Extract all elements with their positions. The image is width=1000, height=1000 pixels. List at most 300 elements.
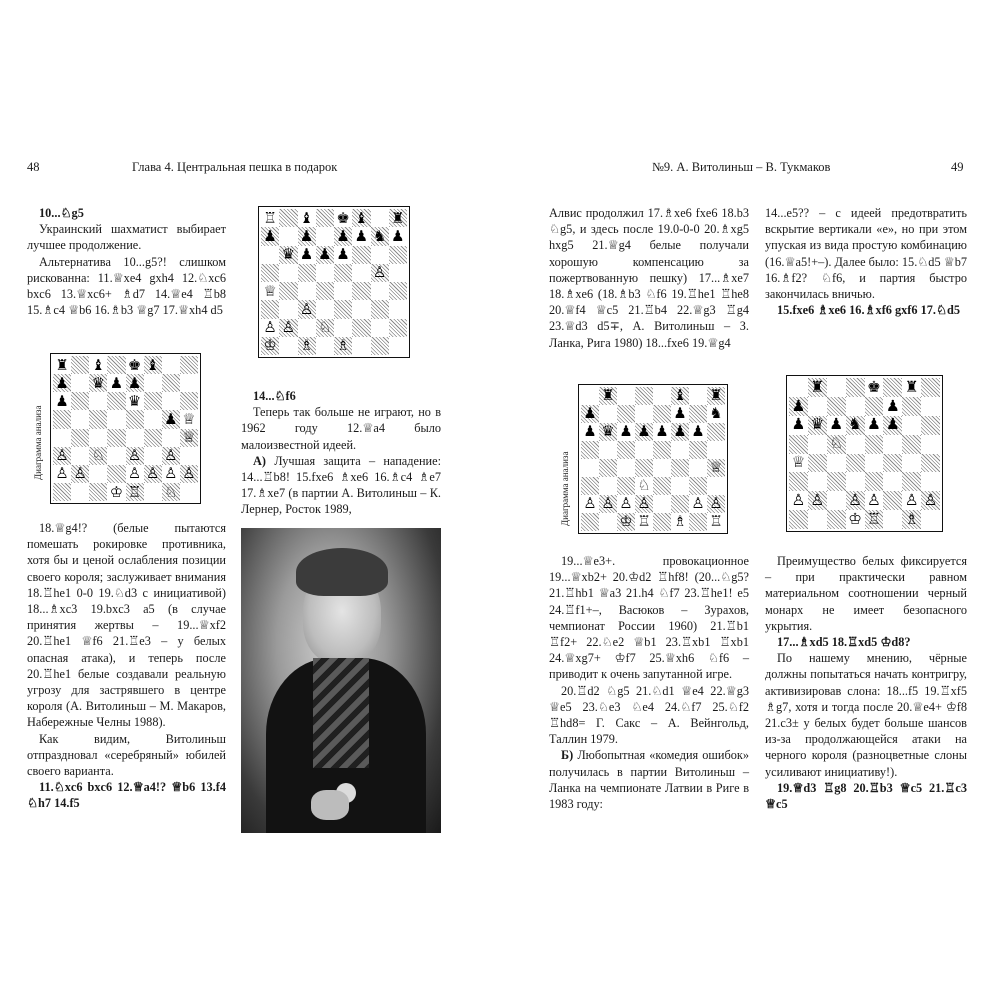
chess-piece: ♟	[655, 422, 669, 440]
board-square	[808, 378, 827, 397]
board-square	[671, 477, 689, 495]
chess-piece: ♗	[299, 336, 314, 355]
paragraph: 18.♕g4!? (белые пытаются помешать рокировке противника, хотя бы и ценой ослабления позиции своего короля; заслуживает внимания 18.♖he1 0-0 19.♘d3 с инициативой) 18...♗xc3 19.bxc3 a5 (в случае принятия жертвы – 19...♕xf2 20.♖he1 ♕f6 21.♖e3 – у белых опасная атака), и теперь после 20.♖he1 белые создавали реальную угрозу для застрявшего в центре короля (А. Витолиньш – М. Макаров, Набережные Челны 1988).	[27, 521, 226, 730]
board-square	[865, 435, 884, 454]
board-square	[789, 397, 808, 416]
board-square	[883, 454, 902, 473]
board-square	[144, 410, 162, 428]
paragraph: Как видим, Витолиньш отпраздновал «серебряный» юбилей своего варианта.	[27, 731, 226, 779]
board-square	[71, 483, 89, 501]
board-square	[180, 410, 198, 428]
chess-piece: ♝	[673, 386, 687, 404]
board-square	[71, 429, 89, 447]
chess-piece: ♟	[127, 373, 142, 392]
board-square	[107, 410, 125, 428]
board-square	[352, 209, 370, 227]
left-column-2	[241, 388, 441, 518]
board-square	[316, 246, 334, 264]
chess-piece: ♘	[637, 476, 651, 494]
chess-piece: ♙	[281, 318, 296, 337]
chess-piece: ♕	[263, 281, 277, 300]
board-square	[371, 209, 389, 227]
board-square	[126, 429, 144, 447]
board-square	[921, 454, 940, 473]
board-square	[653, 441, 671, 459]
board-square	[261, 282, 279, 300]
board-square	[107, 483, 125, 501]
board-square	[581, 387, 599, 405]
board-square	[846, 397, 865, 416]
chess-piece: ♙	[848, 490, 862, 509]
board-square	[279, 337, 297, 355]
board-square	[89, 483, 107, 501]
board-square	[352, 264, 370, 282]
board-square	[144, 356, 162, 374]
chess-piece: ♟	[637, 422, 651, 440]
board-square	[581, 441, 599, 459]
chess-piece: ♝	[146, 355, 160, 374]
board-square	[689, 441, 707, 459]
chess-piece: ♟	[299, 226, 314, 245]
board-square	[581, 423, 599, 441]
board-square	[180, 374, 198, 392]
chess-piece: ♟	[619, 422, 633, 440]
board-square	[144, 374, 162, 392]
board-square	[865, 397, 884, 416]
board-square	[617, 441, 635, 459]
chess-piece: ♟	[867, 415, 881, 434]
board-square	[617, 405, 635, 423]
chess-piece: ♙	[182, 464, 196, 483]
board-square	[316, 319, 334, 337]
board-square	[846, 416, 865, 435]
board-square	[883, 378, 902, 397]
chess-piece: ♟	[791, 415, 806, 434]
board-square	[261, 300, 279, 318]
board-square	[846, 435, 865, 454]
player-photo	[241, 528, 441, 833]
board-square	[653, 477, 671, 495]
board-square	[279, 319, 297, 337]
board-square	[827, 397, 846, 416]
board-square	[180, 483, 198, 501]
chess-piece: ♙	[263, 318, 277, 337]
board-square	[599, 387, 617, 405]
chess-piece: ♟	[336, 245, 350, 264]
chess-piece: ♞	[848, 415, 862, 434]
board-square	[883, 435, 902, 454]
right-column-4-top	[765, 205, 967, 318]
board-square	[827, 416, 846, 435]
board-square	[617, 513, 635, 531]
board-square	[71, 374, 89, 392]
chess-piece: ♕	[182, 428, 196, 447]
board-square	[261, 227, 279, 245]
board-square	[126, 465, 144, 483]
board-square	[846, 454, 865, 473]
board-square	[371, 300, 389, 318]
chess-piece: ♟	[885, 396, 900, 415]
chess-piece: ♕	[709, 458, 723, 476]
board-square	[352, 227, 370, 245]
board-square	[298, 337, 316, 355]
board-square	[902, 454, 921, 473]
board-square	[846, 491, 865, 510]
board-square	[653, 459, 671, 477]
board-square	[298, 300, 316, 318]
board-square	[371, 282, 389, 300]
board-square	[279, 227, 297, 245]
board-square	[352, 300, 370, 318]
board-square	[71, 447, 89, 465]
board-square	[808, 454, 827, 473]
board-square	[599, 441, 617, 459]
board-square	[389, 264, 407, 282]
board-square	[89, 374, 107, 392]
board-square	[316, 337, 334, 355]
chess-piece: ♙	[904, 490, 919, 509]
chess-piece: ♙	[583, 494, 597, 512]
chess-piece: ♙	[127, 464, 142, 483]
chess-piece: ♕	[182, 410, 196, 428]
chess-piece: ♛	[281, 245, 296, 264]
board-square	[707, 495, 725, 513]
board-square	[827, 435, 846, 454]
board-square	[689, 513, 707, 531]
chess-piece: ♙	[164, 464, 178, 483]
board-square	[635, 405, 653, 423]
chess-piece: ♘	[829, 434, 844, 453]
chess-piece: ♙	[73, 464, 87, 483]
chess-piece: ♖	[709, 512, 723, 530]
board-square	[144, 447, 162, 465]
board-square	[617, 387, 635, 405]
paragraph: 20.♖d2 ♘g5 21.♘d1 ♕e4 22.♕g3 ♕e5 23.♘e3 ♘e4 24.♘f7 25.♘f2 ♖hd8= Г. Сакс – А. Вейнгольд, Таллин 1979.	[549, 683, 749, 747]
board-square	[635, 513, 653, 531]
board-square	[653, 495, 671, 513]
move-heading: 14...♘f6	[253, 389, 296, 403]
move-heading: 11.♘xc6 bxc6 12.♕a4!? ♕b6 13.f4 ♘h7 14.f5	[27, 780, 226, 811]
board-square	[883, 397, 902, 416]
board-square	[316, 227, 334, 245]
board-square	[883, 491, 902, 510]
board-square	[53, 392, 71, 410]
board-square	[671, 459, 689, 477]
board-square	[599, 459, 617, 477]
paragraph: Теперь так больше не играют, но в 1962 году 12.♕a4 было малоизвестной идеей.	[241, 405, 441, 452]
board-square	[689, 405, 707, 423]
board-square	[126, 374, 144, 392]
move-heading: 17...♗xd5 18.♖xd5 ♔d8?	[777, 635, 911, 650]
chess-piece: ♛	[810, 415, 825, 434]
chess-piece: ♛	[91, 373, 105, 392]
board-square	[261, 209, 279, 227]
board-square	[671, 495, 689, 513]
board-square	[617, 477, 635, 495]
board-square	[707, 405, 725, 423]
chess-piece: ♟	[691, 422, 705, 440]
board-square	[126, 447, 144, 465]
board-square	[827, 491, 846, 510]
board-square	[921, 510, 940, 529]
board-square	[865, 510, 884, 529]
chess-piece: ♟	[336, 226, 350, 245]
chess-piece: ♛	[127, 391, 142, 410]
board-square	[298, 246, 316, 264]
paragraph: Украинский шахматист выбирает лучшее продолжение.	[27, 222, 226, 253]
chess-piece: ♙	[146, 464, 160, 483]
board-square	[53, 465, 71, 483]
board-square	[89, 447, 107, 465]
board-square	[789, 454, 808, 473]
board-square	[334, 300, 352, 318]
board-square	[180, 356, 198, 374]
board-square	[883, 472, 902, 491]
board-square	[635, 459, 653, 477]
board-square	[707, 441, 725, 459]
board-square	[635, 441, 653, 459]
board-square	[689, 423, 707, 441]
board-square	[261, 337, 279, 355]
board-square	[162, 356, 180, 374]
board-square	[689, 459, 707, 477]
chess-piece: ♙	[709, 494, 723, 512]
board-square	[865, 416, 884, 435]
board-square	[883, 510, 902, 529]
board-square	[389, 337, 407, 355]
board-square	[389, 246, 407, 264]
board-square	[279, 246, 297, 264]
board-square	[883, 416, 902, 435]
board-square	[921, 378, 940, 397]
board-square	[846, 378, 865, 397]
board-square	[334, 209, 352, 227]
board-square	[261, 264, 279, 282]
board-square	[298, 264, 316, 282]
board-square	[107, 447, 125, 465]
chess-piece: ♜	[55, 355, 69, 374]
chess-piece: ♞	[372, 226, 387, 245]
board-square	[261, 246, 279, 264]
paragraph: Преимущество белых фиксируется – при практически равном материальном соотношении черный монарх не имеет безопасного укрытия.	[765, 554, 967, 633]
move-heading: 19.♕d3 ♖g8 20.♖b3 ♕c5 21.♖c3 ♕c5	[765, 780, 967, 812]
board-square	[89, 429, 107, 447]
board-square	[261, 319, 279, 337]
board-square	[902, 378, 921, 397]
board-square	[671, 513, 689, 531]
board-square	[371, 264, 389, 282]
board-square	[865, 491, 884, 510]
board-square	[635, 495, 653, 513]
board-square	[902, 472, 921, 491]
chess-piece: ♙	[637, 494, 651, 512]
board-square	[53, 410, 71, 428]
board-square	[107, 392, 125, 410]
chess-piece: ♙	[372, 263, 387, 282]
chess-piece: ♚	[127, 355, 142, 374]
board-square	[107, 429, 125, 447]
board-square	[671, 441, 689, 459]
board-square	[180, 392, 198, 410]
chess-piece: ♜	[904, 377, 919, 396]
diagram-caption: Диаграмма анализа	[560, 451, 570, 526]
board-square	[635, 423, 653, 441]
board-square	[581, 495, 599, 513]
chess-diagram-analysis-left	[50, 353, 201, 504]
board-square	[371, 246, 389, 264]
board-square	[298, 282, 316, 300]
chess-piece: ♟	[583, 404, 597, 422]
chess-piece: ♟	[299, 245, 314, 264]
board-square	[653, 423, 671, 441]
board-square	[921, 416, 940, 435]
paragraph: Алвис продолжил 17.♗xe6 fxe6 18.b3 ♘g5, и здесь после 19.0-0-0 20.♗xg5 hxg5 21.♕g4 белые получали хорошую компенсацию за пожертвованную пешку) 17...♗xe7 18.♗xe6 (18.♗b3 ♘f6 19.♖he1 ♖he8 20.♕f4 ♕c5 21.♖b4 22.♕g3 ♖g4 23.♕d3 d5∓, А. Витолиньш – З. Ланка, Рига 1980) 18...fxe6 19.♕g4	[549, 206, 749, 350]
board-square	[144, 429, 162, 447]
board-square	[865, 378, 884, 397]
left-column-1-top	[27, 205, 226, 318]
board-square	[789, 435, 808, 454]
board-square	[53, 429, 71, 447]
board-square	[53, 483, 71, 501]
board-square	[599, 405, 617, 423]
board-square	[599, 495, 617, 513]
chess-piece: ♘	[164, 482, 178, 501]
chess-piece: ♚	[867, 377, 881, 396]
board-square	[162, 447, 180, 465]
board-square	[389, 319, 407, 337]
board-square	[921, 435, 940, 454]
board-square	[107, 356, 125, 374]
board-square	[653, 387, 671, 405]
board-square	[689, 387, 707, 405]
chess-piece: ♙	[601, 494, 615, 512]
board-square	[827, 472, 846, 491]
board-square	[689, 477, 707, 495]
board-square	[371, 337, 389, 355]
chess-piece: ♟	[55, 391, 69, 410]
right-column-3-bottom	[549, 553, 749, 812]
paragraph: По нашему мнению, чёрные должны попытаться начать контригру, активизировав слона: 18...f5 19.♖xf5 ♗g7, хотя и тогда после 20.♕e4+ ♔f8 21.c3± у белых будет больше шансов из-за продолжающейся атаки на черного короля (разноцветные слоны усиливают инициативу!).	[765, 651, 967, 779]
chess-piece: ♘	[91, 446, 105, 465]
chess-piece: ♗	[904, 509, 919, 528]
chess-piece: ♟	[354, 226, 369, 245]
paragraph: 14...e5?? – с идеей предотвратить вскрытие вертикали «е», но при этом упуская из вида простую комбинацию (16.♕a5!+–). Далее было: 15.♘d5 ♕b7 16.♗f2? ♘f6, и партия быстро закончилась вничью.	[765, 206, 967, 302]
board-square	[144, 465, 162, 483]
chess-piece: ♙	[810, 490, 825, 509]
chess-piece: ♙	[299, 299, 314, 318]
board-square	[89, 392, 107, 410]
board-square	[902, 416, 921, 435]
board-square	[352, 246, 370, 264]
board-square	[162, 465, 180, 483]
chess-piece: ♗	[673, 512, 687, 530]
board-square	[921, 491, 940, 510]
right-column-3-top	[549, 205, 749, 351]
right-running-head: №9. А. Витолиньш – В. Тукмаков	[652, 160, 831, 174]
board-square	[599, 477, 617, 495]
chess-diagram-main-left	[258, 206, 410, 358]
chess-piece: ♟	[391, 226, 405, 245]
board-square	[298, 319, 316, 337]
board-square	[371, 227, 389, 245]
chess-piece: ♟	[164, 410, 178, 428]
chess-piece: ♟	[885, 415, 900, 434]
board-square	[707, 459, 725, 477]
board-square	[162, 410, 180, 428]
board-square	[53, 356, 71, 374]
chess-piece: ♜	[391, 208, 405, 227]
board-square	[653, 513, 671, 531]
board-square	[316, 264, 334, 282]
board-square	[162, 483, 180, 501]
board-square	[707, 477, 725, 495]
board-square	[334, 227, 352, 245]
chess-piece: ♟	[829, 415, 844, 434]
chess-piece: ♔	[109, 482, 124, 501]
board-square	[808, 491, 827, 510]
right-column-4-bottom	[765, 553, 967, 812]
chess-diagram-analysis-right	[578, 384, 728, 534]
chess-piece: ♕	[791, 453, 806, 472]
board-square	[162, 429, 180, 447]
board-square	[581, 477, 599, 495]
chess-piece: ♝	[299, 208, 314, 227]
board-square	[389, 209, 407, 227]
board-square	[808, 416, 827, 435]
move-heading: 15.fxe6 ♗xe6 16.♗xf6 gxf6 17.♘d5	[777, 303, 961, 318]
board-square	[808, 472, 827, 491]
move-heading: 10...♘g5	[39, 206, 84, 220]
board-square	[653, 405, 671, 423]
chess-piece: ♔	[263, 336, 277, 355]
board-square	[827, 378, 846, 397]
chess-piece: ♔	[619, 512, 633, 530]
board-square	[921, 472, 940, 491]
board-square	[71, 465, 89, 483]
chess-piece: ♙	[164, 446, 178, 465]
variation-label: Б)	[561, 748, 574, 763]
board-square	[334, 282, 352, 300]
board-square	[902, 397, 921, 416]
board-square	[689, 495, 707, 513]
board-square	[180, 429, 198, 447]
board-square	[71, 410, 89, 428]
board-square	[902, 510, 921, 529]
board-square	[126, 356, 144, 374]
board-square	[89, 465, 107, 483]
board-square	[334, 264, 352, 282]
board-square	[808, 510, 827, 529]
variation-text: Лучшая защита – нападение: 14...♖b8! 15.fxe6 ♗xe6 16.♗c4 ♗e7 17.♗xe7 (в партии А. Витолиньш – К. Лернер, Росток 1989,	[241, 453, 441, 517]
board-square	[921, 397, 940, 416]
board-square	[144, 392, 162, 410]
board-square	[352, 282, 370, 300]
board-square	[334, 319, 352, 337]
board-square	[334, 246, 352, 264]
right-page-number: 49	[951, 160, 964, 174]
chess-piece: ♘	[318, 318, 332, 337]
chess-piece: ♟	[791, 396, 806, 415]
board-square	[808, 397, 827, 416]
board-square	[71, 356, 89, 374]
board-square	[707, 387, 725, 405]
board-square	[707, 423, 725, 441]
chess-piece: ♝	[354, 208, 369, 227]
board-square	[902, 435, 921, 454]
board-square	[352, 337, 370, 355]
board-square	[389, 227, 407, 245]
board-square	[617, 423, 635, 441]
